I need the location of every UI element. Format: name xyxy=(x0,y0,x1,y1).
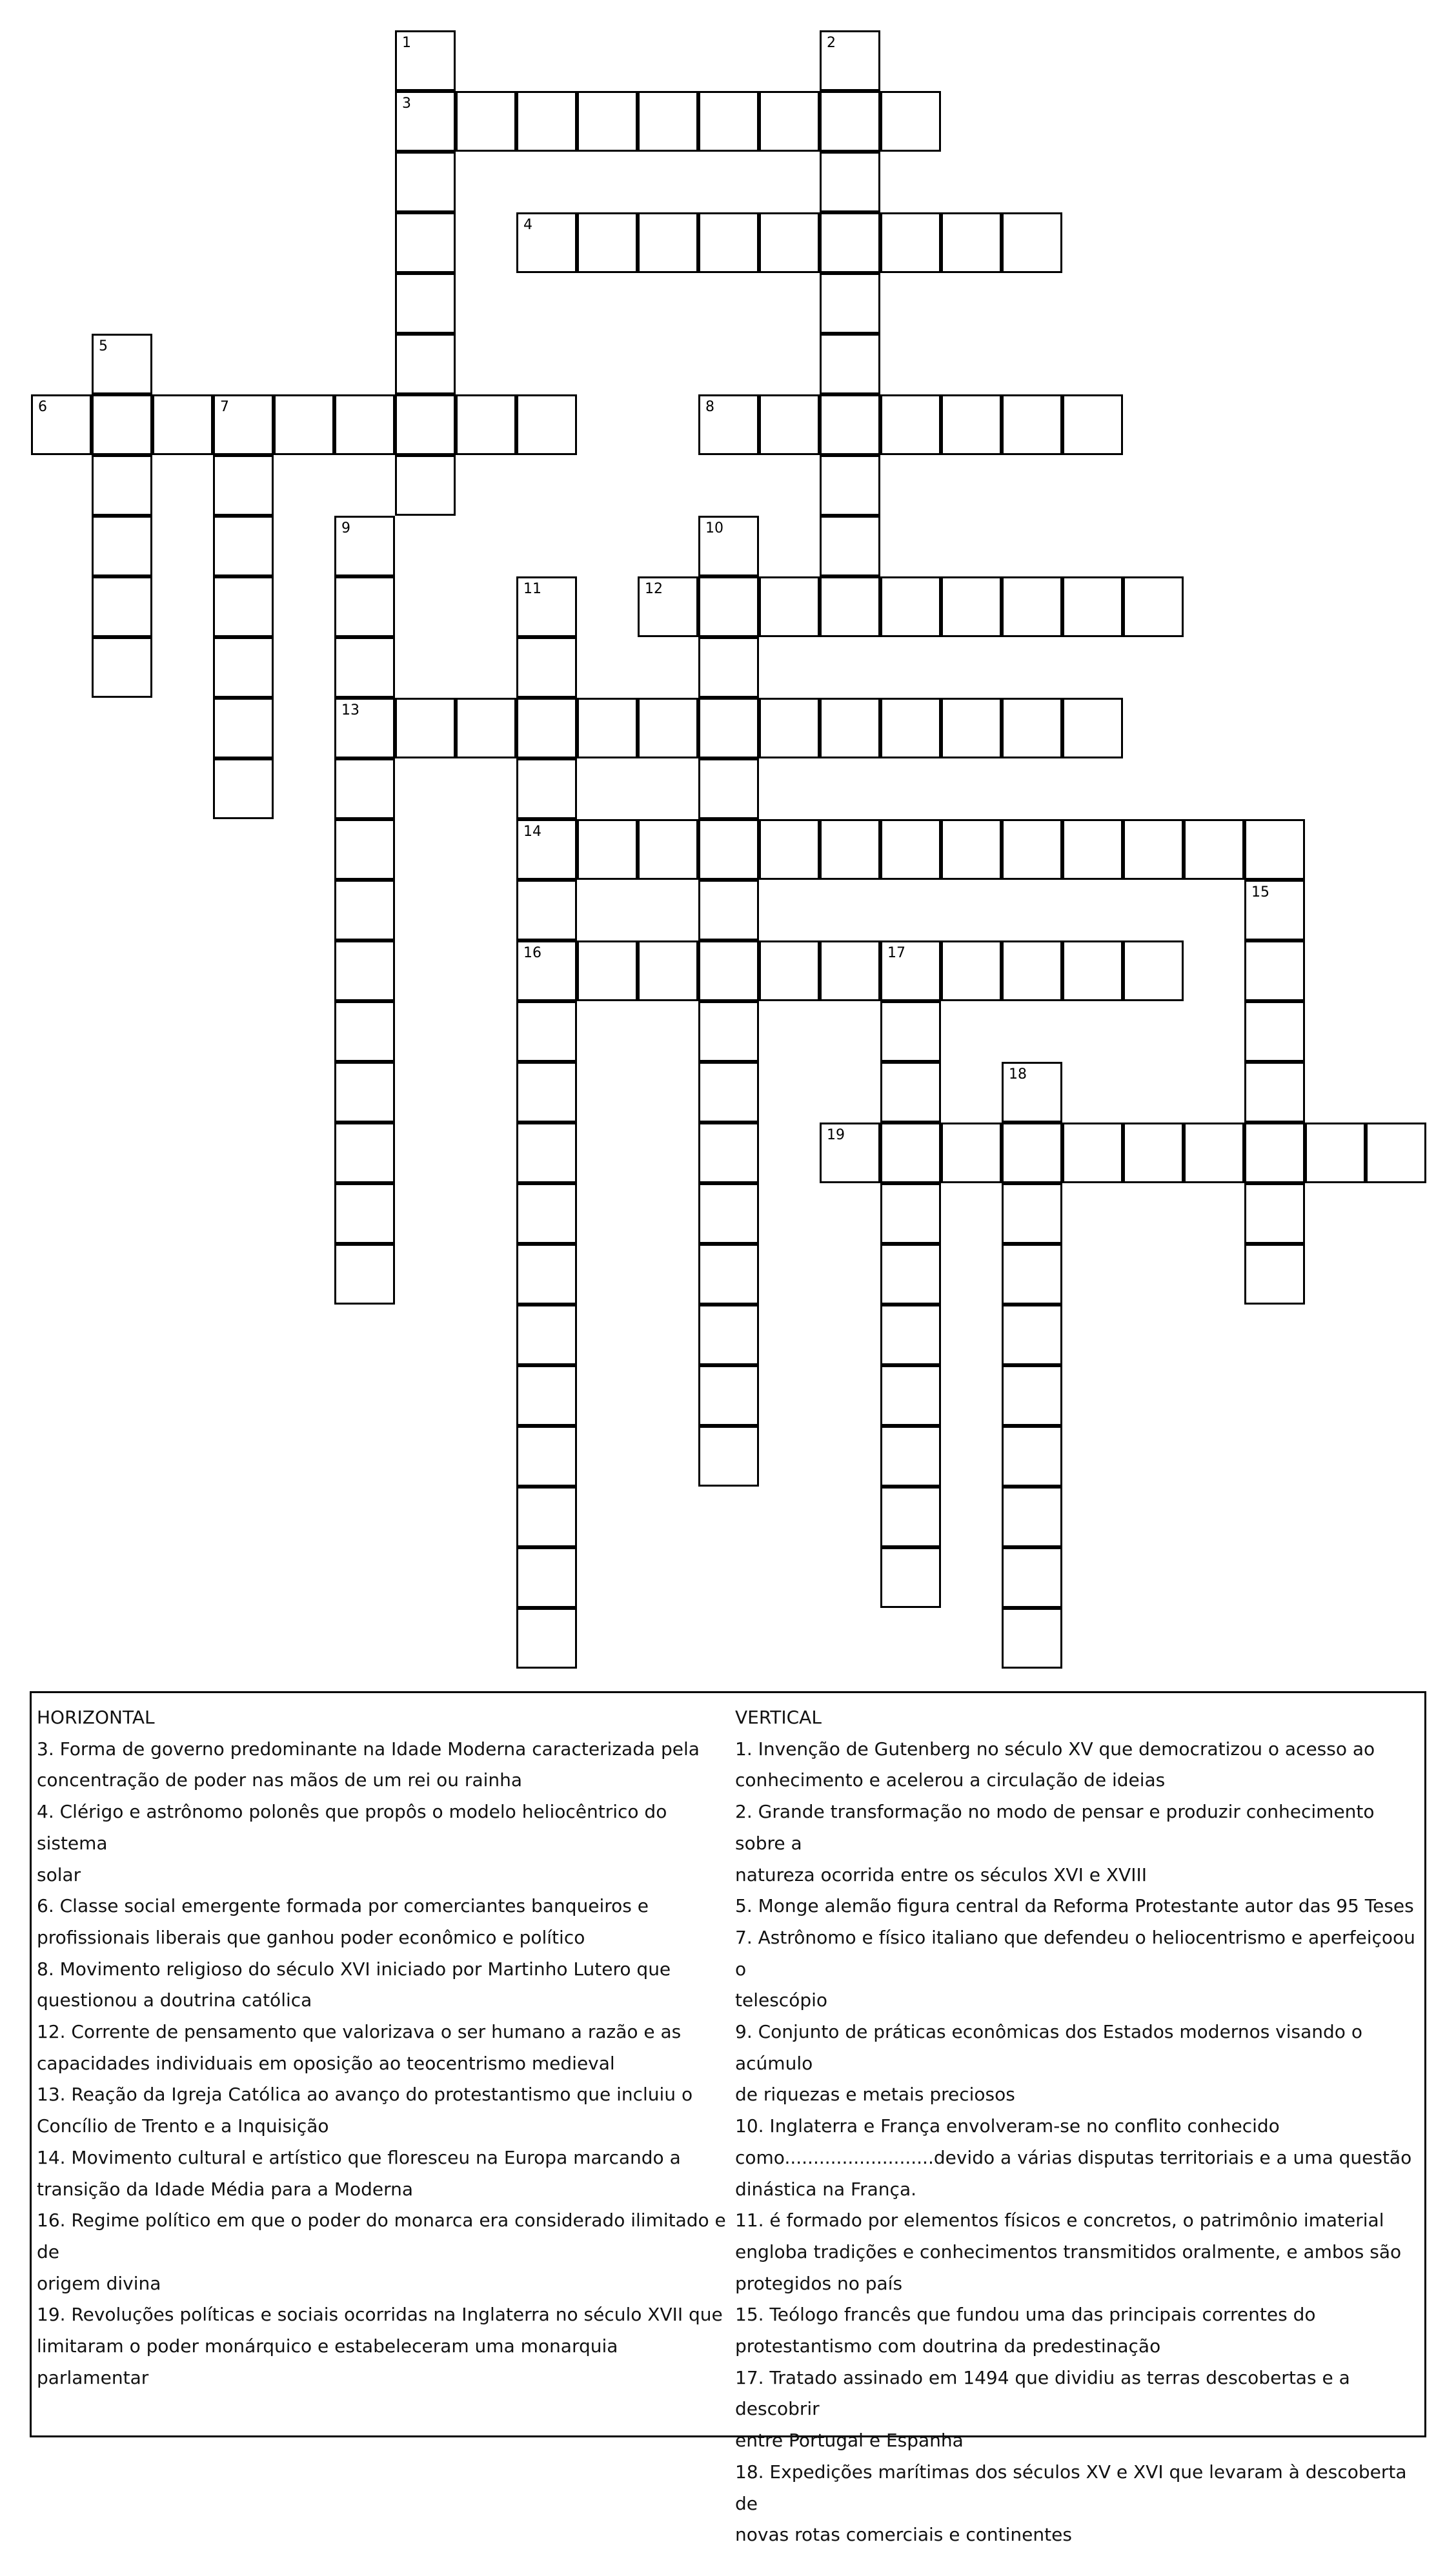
clue-number: 14 xyxy=(523,824,541,840)
grid-cell[interactable] xyxy=(1002,576,1062,637)
grid-cell[interactable] xyxy=(334,394,395,455)
grid-cell[interactable] xyxy=(941,819,1002,880)
grid-cell[interactable] xyxy=(274,394,334,455)
grid-cell[interactable] xyxy=(577,698,638,758)
grid-cell[interactable] xyxy=(880,1547,941,1608)
grid-cell[interactable] xyxy=(516,1426,577,1487)
grid-cell[interactable] xyxy=(880,212,941,273)
grid-cell[interactable] xyxy=(880,91,941,152)
grid-cell[interactable] xyxy=(820,576,880,637)
grid-cell[interactable] xyxy=(516,1001,577,1062)
grid-cell[interactable] xyxy=(1123,1123,1184,1183)
clue-line: 8. Movimento religioso do século XVI iniciado por Martinho Lutero que xyxy=(37,1958,671,1980)
clue-line: protegidos no país xyxy=(735,2272,903,2294)
grid-cell[interactable] xyxy=(880,1001,941,1062)
clue-line: profissionais liberais que ganhou poder econômico e político xyxy=(37,1926,585,1948)
clue-line: questionou a doutrina católica xyxy=(37,1989,312,2011)
grid-cell[interactable] xyxy=(1244,880,1305,940)
grid-cell[interactable] xyxy=(516,637,577,698)
grid-cell[interactable] xyxy=(820,334,880,394)
grid-cell[interactable] xyxy=(577,91,638,152)
clue-line: 19. Revoluções políticas e sociais ocorridas na Inglaterra no século XVII que xyxy=(37,2304,723,2326)
grid-cell[interactable] xyxy=(334,1123,395,1183)
grid-cell[interactable] xyxy=(516,212,577,273)
grid-cell[interactable] xyxy=(1002,940,1062,1001)
grid-cell[interactable] xyxy=(638,819,698,880)
grid-cell[interactable] xyxy=(698,1426,759,1487)
grid-cell[interactable] xyxy=(92,455,152,516)
grid-cell[interactable] xyxy=(698,516,759,576)
clue-line: 9. Conjunto de práticas econômicas dos Estados modernos visando o acúmulo xyxy=(735,2021,1362,2074)
grid-cell[interactable] xyxy=(880,1365,941,1426)
clue-line: conhecimento e acelerou a circulação de ideias xyxy=(735,1769,1166,1791)
clue-line: 7. Astrônomo e físico italiano que defendeu o heliocentrismo e aperfeiçoou o xyxy=(735,1926,1415,1980)
grid-cell[interactable] xyxy=(334,1244,395,1305)
grid-cell[interactable] xyxy=(880,819,941,880)
grid-cell[interactable] xyxy=(213,394,274,455)
across-clues xyxy=(37,1702,727,2393)
grid-cell[interactable] xyxy=(577,212,638,273)
grid-cell[interactable] xyxy=(698,394,759,455)
clue-line: 12. Corrente de pensamento que valorizava o ser humano a razão e as xyxy=(37,2021,682,2043)
grid-cell[interactable] xyxy=(334,758,395,819)
grid-cell[interactable] xyxy=(395,334,456,394)
grid-cell[interactable] xyxy=(820,91,880,152)
grid-cell[interactable] xyxy=(516,880,577,940)
grid-cell[interactable] xyxy=(698,212,759,273)
grid-cell[interactable] xyxy=(820,212,880,273)
grid-cell[interactable] xyxy=(698,698,759,758)
clue-number: 5 xyxy=(99,338,108,354)
grid-cell[interactable] xyxy=(880,1487,941,1547)
grid-cell[interactable] xyxy=(516,1123,577,1183)
grid-cell[interactable] xyxy=(880,394,941,455)
grid-cell[interactable] xyxy=(516,1608,577,1669)
grid-cell[interactable] xyxy=(1123,576,1184,637)
clue-line: engloba tradições e conhecimentos transmitidos oralmente, e ambos são xyxy=(735,2241,1402,2262)
grid-cell[interactable] xyxy=(1002,1426,1062,1487)
grid-cell[interactable] xyxy=(698,1123,759,1183)
grid-cell[interactable] xyxy=(759,819,820,880)
grid-cell[interactable] xyxy=(92,576,152,637)
grid-cell[interactable] xyxy=(759,940,820,1001)
grid-cell[interactable] xyxy=(395,455,456,516)
grid-cell[interactable] xyxy=(698,91,759,152)
grid-cell[interactable] xyxy=(577,940,638,1001)
clue-number: 2 xyxy=(827,35,836,51)
down-heading: VERTICAL xyxy=(735,1707,822,1728)
grid-cell[interactable] xyxy=(31,394,92,455)
grid-cell[interactable] xyxy=(213,758,274,819)
grid-cell[interactable] xyxy=(698,758,759,819)
grid-cell[interactable] xyxy=(1184,819,1244,880)
grid-cell[interactable] xyxy=(1002,698,1062,758)
grid-cell[interactable] xyxy=(941,576,1002,637)
clue-number: 7 xyxy=(220,399,229,415)
grid-cell[interactable] xyxy=(334,637,395,698)
grid-cell[interactable] xyxy=(1062,576,1123,637)
grid-cell[interactable] xyxy=(334,1183,395,1244)
grid-cell[interactable] xyxy=(698,1062,759,1123)
grid-cell[interactable] xyxy=(516,91,577,152)
grid-cell[interactable] xyxy=(941,394,1002,455)
grid-cell[interactable] xyxy=(1244,1244,1305,1305)
grid-cell[interactable] xyxy=(334,940,395,1001)
grid-cell[interactable] xyxy=(456,698,516,758)
grid-cell[interactable] xyxy=(820,698,880,758)
clue-line: 5. Monge alemão figura central da Reforma Protestante autor das 95 Teses xyxy=(735,1895,1414,1917)
clue-line: 11. é formado por elementos físicos e concretos, o patrimônio imaterial xyxy=(735,2210,1384,2231)
clue-number: 6 xyxy=(38,399,47,415)
grid-cell[interactable] xyxy=(92,516,152,576)
grid-cell[interactable] xyxy=(698,940,759,1001)
across-heading: HORIZONTAL xyxy=(37,1707,155,1728)
grid-cell[interactable] xyxy=(698,1001,759,1062)
grid-cell[interactable] xyxy=(820,273,880,334)
clue-number: 3 xyxy=(402,96,411,112)
grid-cell[interactable] xyxy=(516,1062,577,1123)
grid-cell[interactable] xyxy=(395,152,456,212)
clue-line: 15. Teólogo francês que fundou uma das principais correntes do xyxy=(735,2304,1316,2326)
grid-cell[interactable] xyxy=(395,91,456,152)
grid-cell[interactable] xyxy=(516,1305,577,1365)
grid-cell[interactable] xyxy=(698,1183,759,1244)
grid-cell[interactable] xyxy=(698,1305,759,1365)
grid-cell[interactable] xyxy=(941,1123,1002,1183)
clue-line: 18. Expedições marítimas dos séculos XV e XVI que levaram à descoberta de xyxy=(735,2461,1407,2514)
clue-line: entre Portugal e Espanha xyxy=(735,2430,964,2452)
grid-cell[interactable] xyxy=(638,212,698,273)
grid-cell[interactable] xyxy=(1366,1123,1426,1183)
clue-number: 15 xyxy=(1251,884,1269,900)
grid-cell[interactable] xyxy=(516,394,577,455)
grid-cell[interactable] xyxy=(1123,819,1184,880)
clue-number: 9 xyxy=(341,520,350,536)
grid-cell[interactable] xyxy=(880,940,941,1001)
grid-cell[interactable] xyxy=(759,698,820,758)
grid-cell[interactable] xyxy=(577,819,638,880)
grid-cell[interactable] xyxy=(213,576,274,637)
clue-line: Concílio de Trento e a Inquisição xyxy=(37,2115,329,2137)
grid-cell[interactable] xyxy=(880,1426,941,1487)
grid-cell[interactable] xyxy=(941,940,1002,1001)
grid-cell[interactable] xyxy=(1002,1608,1062,1669)
grid-cell[interactable] xyxy=(698,880,759,940)
grid-cell[interactable] xyxy=(1002,1183,1062,1244)
clue-line: telescópio xyxy=(735,1989,828,2011)
grid-cell[interactable] xyxy=(941,698,1002,758)
clue-line: 6. Classe social emergente formada por comerciantes banqueiros e xyxy=(37,1895,649,1917)
grid-cell[interactable] xyxy=(698,1244,759,1305)
grid-cell[interactable] xyxy=(334,698,395,758)
grid-cell[interactable] xyxy=(1244,1183,1305,1244)
grid-cell[interactable] xyxy=(820,819,880,880)
grid-cell[interactable] xyxy=(516,1547,577,1608)
grid-cell[interactable] xyxy=(334,880,395,940)
grid-cell[interactable] xyxy=(880,1183,941,1244)
grid-cell[interactable] xyxy=(516,819,577,880)
clue-line: solar xyxy=(37,1864,81,1885)
grid-cell[interactable] xyxy=(880,576,941,637)
grid-cell[interactable] xyxy=(92,637,152,698)
grid-cell[interactable] xyxy=(92,394,152,455)
grid-cell[interactable] xyxy=(698,1365,759,1426)
grid-cell[interactable] xyxy=(1002,1305,1062,1365)
grid-cell[interactable] xyxy=(152,394,213,455)
grid-cell[interactable] xyxy=(1062,394,1123,455)
grid-cell[interactable] xyxy=(1002,1487,1062,1547)
grid-cell[interactable] xyxy=(1002,1062,1062,1123)
clue-line: 13. Reação da Igreja Católica ao avanço do protestantismo que incluiu o xyxy=(37,2084,693,2106)
grid-cell[interactable] xyxy=(1062,819,1123,880)
grid-cell[interactable] xyxy=(334,819,395,880)
grid-cell[interactable] xyxy=(638,940,698,1001)
grid-cell[interactable] xyxy=(395,273,456,334)
grid-cell[interactable] xyxy=(395,394,456,455)
grid-cell[interactable] xyxy=(1002,1123,1062,1183)
clue-number: 19 xyxy=(827,1127,845,1143)
clue-line: limitaram o poder monárquico e estabeleceram uma monarquia parlamentar xyxy=(37,2335,618,2388)
grid-cell[interactable] xyxy=(820,394,880,455)
grid-cell[interactable] xyxy=(820,152,880,212)
grid-cell[interactable] xyxy=(395,698,456,758)
clue-line: concentração de poder nas mãos de um rei ou rainha xyxy=(37,1769,523,1791)
grid-cell[interactable] xyxy=(213,455,274,516)
grid-cell[interactable] xyxy=(759,212,820,273)
grid-cell[interactable] xyxy=(880,1123,941,1183)
grid-cell[interactable] xyxy=(1002,1244,1062,1305)
grid-cell[interactable] xyxy=(395,30,456,91)
grid-cell[interactable] xyxy=(820,1123,880,1183)
grid-cell[interactable] xyxy=(1184,1123,1244,1183)
clue-number: 13 xyxy=(341,702,359,718)
grid-cell[interactable] xyxy=(456,394,516,455)
clue-line: dinástica na França. xyxy=(735,2178,916,2200)
clue-line: novas rotas comerciais e continentes xyxy=(735,2524,1072,2546)
clue-number: 18 xyxy=(1009,1066,1027,1082)
clue-number: 4 xyxy=(523,217,532,233)
clue-line: 16. Regime político em que o poder do monarca era considerado ilimitado e de xyxy=(37,2210,726,2262)
grid-cell[interactable] xyxy=(334,576,395,637)
grid-cell[interactable] xyxy=(516,1365,577,1426)
grid-cell[interactable] xyxy=(516,940,577,1001)
grid-cell[interactable] xyxy=(638,91,698,152)
grid-cell[interactable] xyxy=(759,91,820,152)
grid-cell[interactable] xyxy=(516,698,577,758)
grid-cell[interactable] xyxy=(880,1305,941,1365)
grid-cell[interactable] xyxy=(820,516,880,576)
grid-cell[interactable] xyxy=(1062,940,1123,1001)
clue-line: 17. Tratado assinado em 1494 que dividiu as terras descobertas e a descobrir xyxy=(735,2366,1350,2420)
grid-cell[interactable] xyxy=(516,758,577,819)
clue-number: 17 xyxy=(887,945,905,961)
clue-line: 4. Clérigo e astrônomo polonês que propôs o modelo heliocêntrico do sistema xyxy=(37,1801,667,1854)
grid-cell[interactable] xyxy=(880,1244,941,1305)
grid-cell[interactable] xyxy=(698,576,759,637)
clue-line: transição da Idade Média para a Moderna xyxy=(37,2178,414,2200)
grid-cell[interactable] xyxy=(1123,940,1184,1001)
grid-cell[interactable] xyxy=(334,1001,395,1062)
grid-cell[interactable] xyxy=(213,516,274,576)
clue-number: 12 xyxy=(645,581,663,597)
grid-cell[interactable] xyxy=(1244,1123,1305,1183)
grid-cell[interactable] xyxy=(880,698,941,758)
grid-cell[interactable] xyxy=(456,91,516,152)
clue-number: 1 xyxy=(402,35,411,51)
grid-cell[interactable] xyxy=(820,30,880,91)
grid-cell[interactable] xyxy=(395,212,456,273)
grid-cell[interactable] xyxy=(880,1062,941,1123)
grid-cell[interactable] xyxy=(516,1244,577,1305)
grid-cell[interactable] xyxy=(820,940,880,1001)
grid-cell[interactable] xyxy=(1002,1547,1062,1608)
grid-cell[interactable] xyxy=(334,1062,395,1123)
grid-cell[interactable] xyxy=(1244,940,1305,1001)
grid-cell[interactable] xyxy=(638,698,698,758)
clue-line: de riquezas e metais preciosos xyxy=(735,2084,1015,2106)
grid-cell[interactable] xyxy=(1002,819,1062,880)
grid-cell[interactable] xyxy=(1002,1365,1062,1426)
clue-number: 10 xyxy=(705,520,723,536)
clue-line: protestantismo com doutrina da predestinação xyxy=(735,2335,1161,2357)
clue-line: 2. Grande transformação no modo de pensar e produzir conhecimento sobre a xyxy=(735,1801,1375,1854)
clue-panel xyxy=(30,1691,1426,2546)
grid-cell[interactable] xyxy=(638,576,698,637)
clue-line: capacidades individuais em oposição ao teocentrismo medieval xyxy=(37,2052,615,2074)
grid-cell[interactable] xyxy=(698,637,759,698)
grid-cell[interactable] xyxy=(1244,1001,1305,1062)
grid-cell[interactable] xyxy=(1062,698,1123,758)
grid-cell[interactable] xyxy=(334,516,395,576)
clue-line: 1. Invenção de Gutenberg no século XV que democratizou o acesso ao xyxy=(735,1738,1375,1760)
grid-cell[interactable] xyxy=(759,576,820,637)
clue-line: 3. Forma de governo predominante na Idade Moderna caracterizada pela xyxy=(37,1738,700,1760)
clue-line: natureza ocorrida entre os séculos XVI e XVIII xyxy=(735,1864,1147,1885)
grid-cell[interactable] xyxy=(820,455,880,516)
grid-cell[interactable] xyxy=(516,1183,577,1244)
grid-cell[interactable] xyxy=(516,576,577,637)
grid-cell[interactable] xyxy=(1062,1123,1123,1183)
grid-cell[interactable] xyxy=(213,698,274,758)
clue-line: 10. Inglaterra e França envolveram-se no conflito conhecido xyxy=(735,2115,1280,2137)
grid-cell[interactable] xyxy=(1244,819,1305,880)
clue-number: 16 xyxy=(523,945,541,961)
grid-cell[interactable] xyxy=(1305,1123,1366,1183)
down-clues xyxy=(735,1702,1422,2551)
clue-line: 14. Movimento cultural e artístico que floresceu na Europa marcando a xyxy=(37,2146,681,2168)
clue-line: origem divina xyxy=(37,2272,161,2294)
clue-number: 11 xyxy=(523,581,541,597)
grid-cell[interactable] xyxy=(1002,394,1062,455)
grid-cell[interactable] xyxy=(941,212,1002,273)
grid-cell[interactable] xyxy=(92,334,152,394)
grid-cell[interactable] xyxy=(1002,212,1062,273)
grid-cell[interactable] xyxy=(759,394,820,455)
grid-cell[interactable] xyxy=(698,819,759,880)
grid-cell[interactable] xyxy=(1244,1062,1305,1123)
clue-number: 8 xyxy=(705,399,714,415)
clue-line: como..........................devido a várias disputas territoriais e a uma questão xyxy=(735,2146,1412,2168)
grid-cell[interactable] xyxy=(213,637,274,698)
grid-cell[interactable] xyxy=(516,1487,577,1547)
